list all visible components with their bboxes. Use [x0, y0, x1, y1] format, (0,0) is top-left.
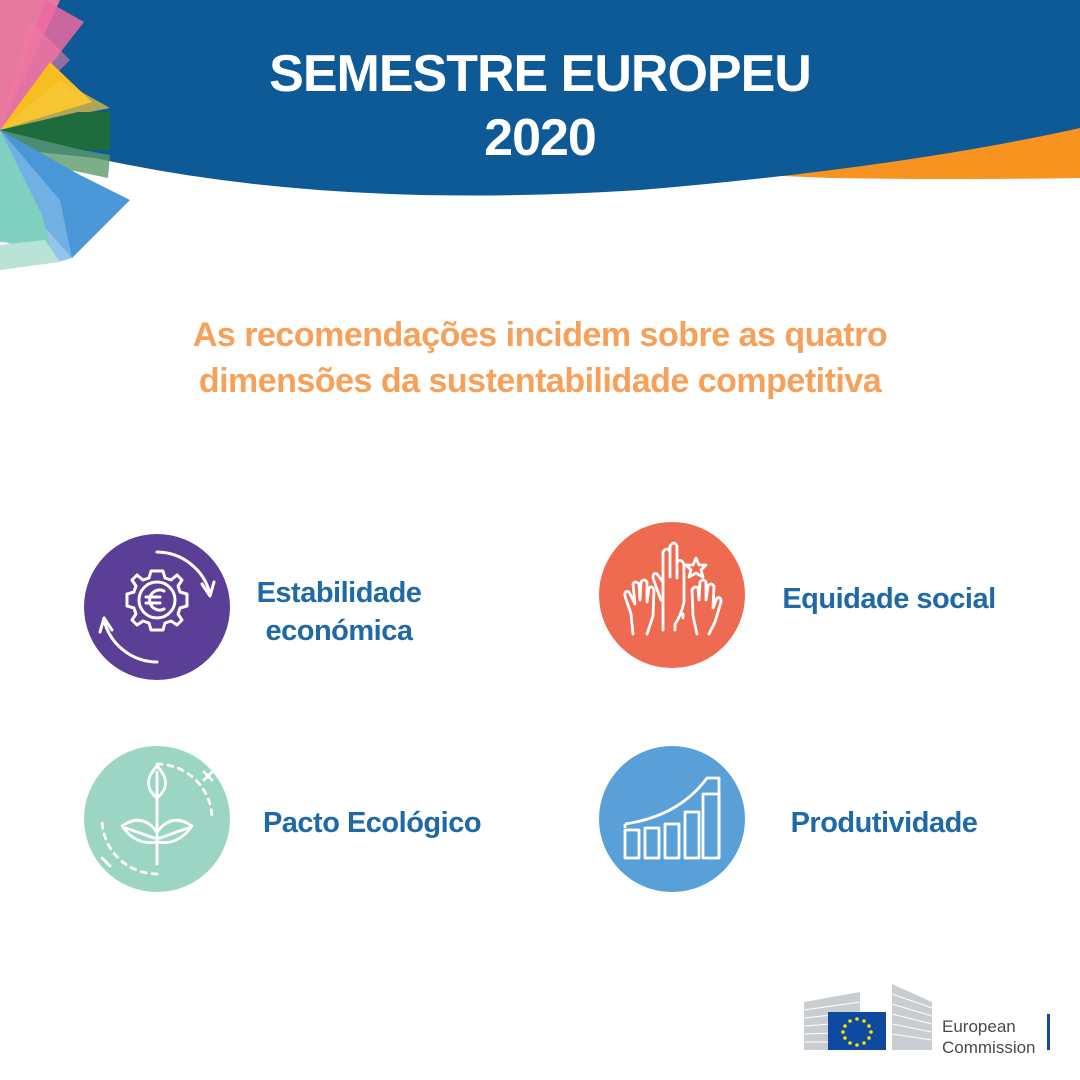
dimension-label: Pacto Ecológico — [262, 807, 482, 839]
dimension-label: Produtividade — [790, 807, 978, 839]
page-title-year: 2020 — [484, 109, 596, 167]
subtitle — [90, 312, 990, 404]
euro-gear-icon — [84, 534, 230, 680]
logo-text: European Commission — [942, 1017, 1036, 1057]
raised-hands-icon — [599, 522, 745, 668]
growth-chart-icon — [599, 746, 745, 892]
dimension-label: Equidade social — [782, 583, 996, 615]
dimension-label: Estabilidade económica — [256, 577, 422, 647]
subtitle-line-1: As recomendações incidem sobre as quatro — [192, 316, 888, 354]
subtitle-line-2: dimensões da sustentabilidade competitiva — [198, 362, 882, 400]
european-commission-logo — [800, 982, 1060, 1057]
page-title: SEMESTRE EUROPEU — [269, 45, 811, 103]
plant-leaves-icon — [84, 746, 230, 892]
